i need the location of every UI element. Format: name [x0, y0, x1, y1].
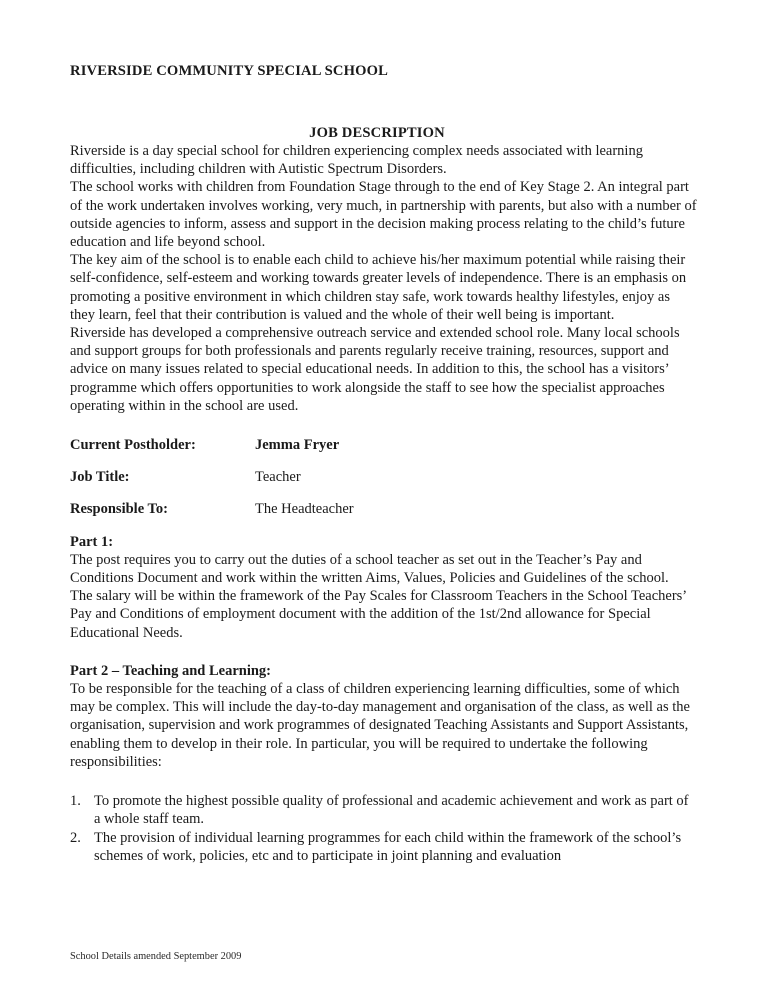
intro-paragraph-4: Riverside has developed a comprehensive outreach service and extended school role. Many local schools and support groups for both professionals and parents regularly receive training, resources, support and advice on many issues related to special educational needs. In addition to this, the school has a visitors’ programme which offers opportunities to work alongside the staff to see how the specialist approaches operating within in the school are used.: [70, 325, 680, 414]
part1-paragraph-1: The post requires you to carry out the duties of a school teacher as set out in the Teacher’s Pay and Conditions Document and work within the written Aims, Values, Policies and Guidelines of the school.: [70, 551, 669, 587]
part2-paragraph-1: To be responsible for the teaching of a class of children experiencing learning difficulties, some of which may be complex. This will include the day-to-day management and organisation of the class, as well as the organisation, supervision and work programmes of designated Teaching Assistants and Support Assistants, enabling them to develop in their role. In particular, you will be required to undertake the following responsibilities:: [70, 681, 690, 770]
document-content: [70, 62, 698, 865]
field-value-job-title: Teacher: [255, 469, 301, 486]
intro-paragraph-1: Riverside is a day special school for children experiencing complex needs associated with learning difficulties, including children with Autistic Spectrum Disorders.: [70, 143, 643, 178]
list-item-text: To promote the highest possible quality of professional and academic achievement and work as part of a whole staff team.: [94, 793, 689, 828]
page-footer: School Details amended September 2009: [70, 951, 242, 962]
list-item: [70, 792, 698, 828]
list-item: [70, 829, 698, 865]
intro-paragraph-2: The school works with children from Foundation Stage through to the end of Key Stage 2. An integral part of the work undertaken involves working, very much, in partnership with parents, but also with a number of outside agencies to inform, assess and support in the decision making process relating to the child’s future education and life beyond school.: [70, 179, 697, 251]
field-row-responsible-to: [70, 500, 698, 518]
part1-paragraph-2: The salary will be within the framework of the Pay Scales for Classroom Teachers in the School Teachers’ Pay and Conditions of employment document with the addition of the 1st/2nd allowance for Special Educational Needs.: [70, 588, 687, 641]
responsibilities-list: [70, 792, 698, 865]
field-label-current-postholder: Current Postholder:: [70, 437, 196, 454]
section-heading-part-2: Part 2 – Teaching and Learning:: [70, 662, 272, 679]
field-row-job-title: [70, 468, 698, 486]
field-value-responsible-to: The Headteacher: [255, 501, 354, 518]
field-row-current-postholder: [70, 436, 698, 454]
field-value-current-postholder: Jemma Fryer: [255, 437, 340, 454]
field-label-responsible-to: Responsible To:: [70, 501, 168, 518]
section-heading-part-1: Part 1:: [70, 533, 114, 550]
list-item-number: 2.: [70, 829, 81, 846]
field-label-job-title: Job Title:: [70, 469, 130, 486]
school-title: RIVERSIDE COMMUNITY SPECIAL SCHOOL: [70, 63, 388, 79]
list-item-number: 1.: [70, 793, 81, 810]
list-item-text: The provision of individual learning programmes for each child within the framework of the school’s schemes of work, policies, etc and to participate in joint planning and evaluation: [94, 829, 682, 864]
post-details-fields: [70, 436, 698, 519]
document-title: JOB DESCRIPTION: [309, 125, 445, 141]
intro-paragraph-3: The key aim of the school is to enable each child to achieve his/her maximum potential while raising their self-confidence, self-esteem and working towards greater levels of independence. There is an emphasis on promoting a positive environment in which children stay safe, work towards healthy lifestyles, enjoy as they learn, feel that their contribution is valued and the whole of their well being is important.: [70, 252, 687, 323]
